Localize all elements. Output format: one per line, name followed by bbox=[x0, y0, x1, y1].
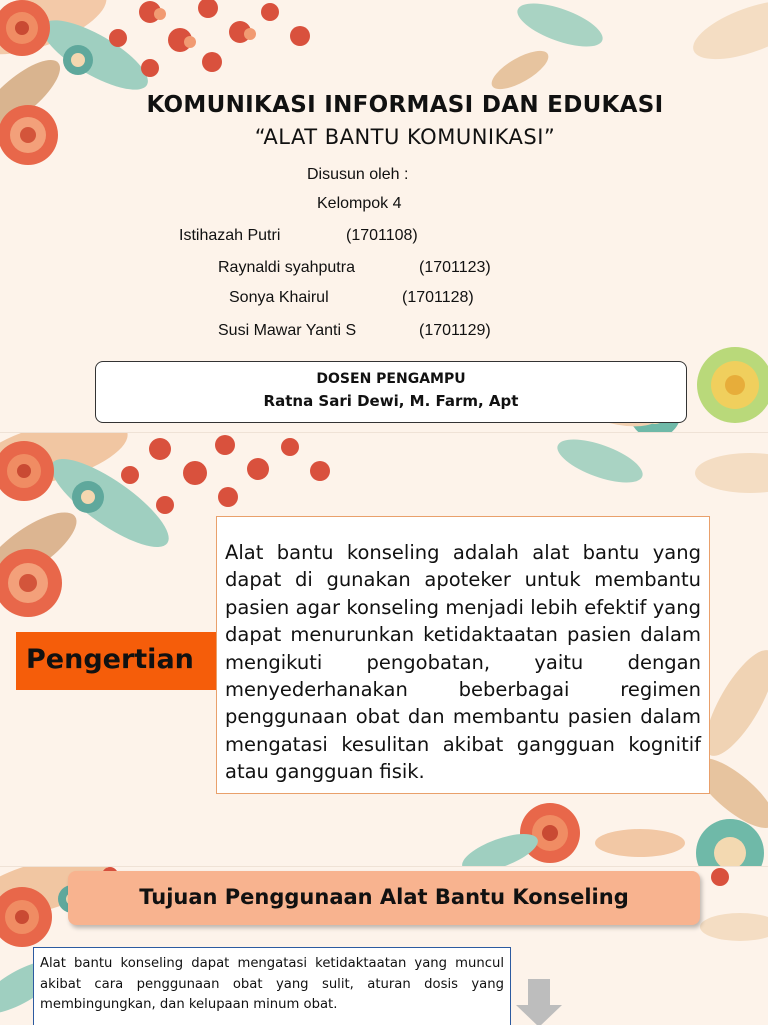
member-nim: (1701108) bbox=[346, 227, 418, 244]
slide-purpose bbox=[0, 866, 768, 1025]
slide-title bbox=[0, 0, 768, 432]
group-label: Kelompok 4 bbox=[317, 195, 402, 212]
member-nim: (1701129) bbox=[419, 322, 491, 339]
definition-text: Alat bantu konseling adalah alat bantu yang dapat di gunakan apoteker untuk membantu pasien agar konseling menjadi lebih efektif yang dapat menurunkan ketidaktaatan pasien dalam mengikuti pengobatan, yaitu dengan menyederhanakan beberbagai regimen penggunaan obat dan membantu pasien dalam mengatasi kesulitan akibat gangguan kognitif atau gangguan fisik. bbox=[225, 541, 701, 784]
member-name: Raynaldi syahputra bbox=[218, 259, 355, 276]
purpose-text: Alat bantu konseling dapat mengatasi ketidaktaatan yang muncul akibat cara penggunaan obat yang sulit, aturan dosis yang membingungkan, dan kelupaan minum obat. bbox=[40, 956, 504, 1012]
prepared-by-label: Disusun oleh : bbox=[307, 166, 409, 183]
member-nim: (1701128) bbox=[402, 289, 474, 306]
lecturer-label: DOSEN PENGAMPU bbox=[316, 371, 466, 387]
definition-text-box bbox=[216, 516, 710, 794]
member-nim: (1701123) bbox=[419, 259, 491, 276]
purpose-title-banner bbox=[68, 871, 700, 925]
presentation-title: KOMUNIKASI INFORMASI DAN EDUKASI bbox=[146, 92, 664, 118]
slide-definition bbox=[0, 432, 768, 867]
member-name: Istihazah Putri bbox=[179, 227, 281, 244]
purpose-title: Tujuan Penggunaan Alat Bantu Konseling bbox=[139, 885, 629, 909]
definition-label: Pengertian bbox=[26, 644, 194, 675]
purpose-text-box bbox=[33, 947, 511, 1025]
arrow-icon bbox=[516, 979, 562, 1025]
member-name: Sonya Khairul bbox=[229, 289, 329, 306]
presentation-subtitle: “ALAT BANTU KOMUNIKASI” bbox=[254, 125, 556, 149]
definition-label-box bbox=[16, 632, 216, 690]
lecturer-box bbox=[95, 361, 687, 423]
lecturer-name: Ratna Sari Dewi, M. Farm, Apt bbox=[263, 392, 519, 410]
member-name: Susi Mawar Yanti S bbox=[218, 322, 357, 339]
